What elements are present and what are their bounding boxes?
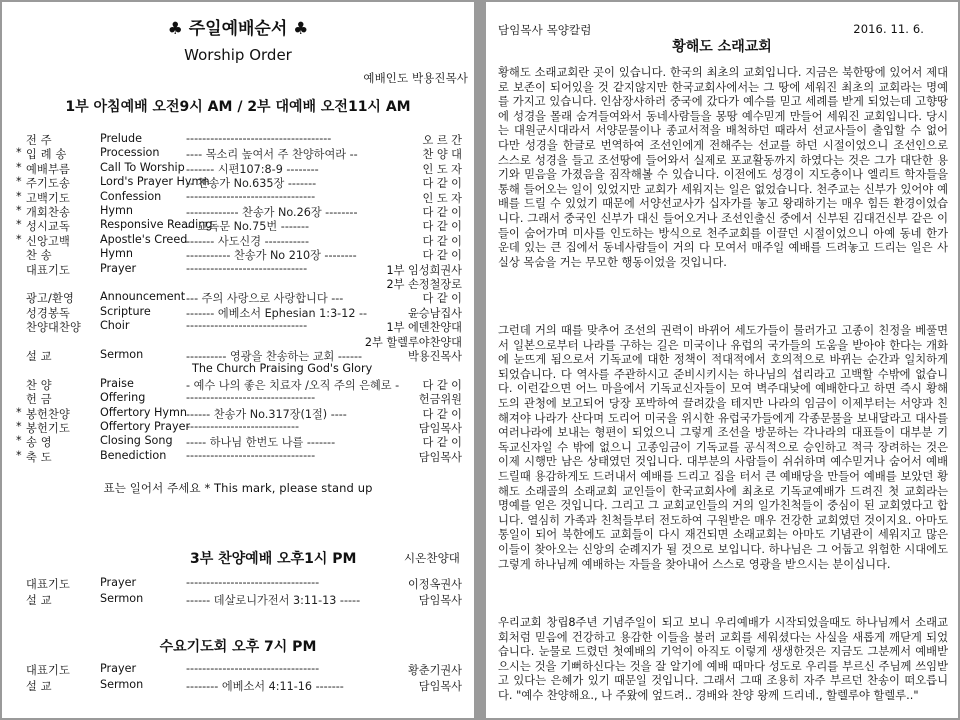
row-detail: --------------------------------- [186, 662, 320, 675]
order-row [16, 305, 462, 319]
row-detail: ------ 찬송가 No.317장(1절) ---- [186, 407, 347, 421]
row-leader: 다 같 이 [422, 220, 462, 234]
worship-leader: 예배인도 박용진목사 [363, 71, 468, 85]
row-detail: The Church Praising God's Glory [192, 362, 373, 376]
order-row [16, 377, 462, 391]
stand-marker: * [16, 175, 22, 189]
row-leader: 인 도 자 [422, 191, 462, 205]
row-leader: 담임목사 [418, 680, 462, 693]
afternoon-service-heading: 3부 찬양예배 오후1시 PM [190, 551, 357, 567]
order-row [16, 592, 462, 606]
row-detail: ---------------------------- [186, 420, 300, 433]
row-role-korean: 찬 양 [26, 378, 52, 392]
stand-marker: * [16, 448, 22, 462]
row-leader: 다 같 이 [422, 407, 462, 421]
row-role-korean: 대표기도 [26, 263, 71, 277]
row-role-english: Call To Worship [100, 160, 185, 174]
row-role-korean: 설 교 [26, 680, 52, 693]
page-title: ♣ 주일예배순서 ♣ [167, 19, 309, 39]
order-row [16, 406, 462, 420]
row-leader: 2부 할렐루야찬양대 [364, 335, 462, 349]
row-role-english: Announcement [100, 290, 186, 304]
row-detail: - 예수 나의 좋은 치료자 /오직 주의 은혜로 - [186, 378, 400, 392]
row-role-english: Prayer [100, 662, 137, 675]
row-leader: 다 같 이 [422, 436, 462, 450]
order-row [16, 334, 462, 348]
row-role-english: Prayer [100, 576, 137, 589]
row-detail: ----- 하나님 한번도 나를 ------- [186, 436, 336, 450]
row-role-english: Hymn [100, 204, 134, 217]
order-row [16, 204, 462, 218]
order-row [16, 576, 462, 590]
column-paragraph-3: 우리교회 창립8주년 기념주일이 되고 보니 우리예배가 시작되었을때도 하나님께서 소래교회처럼 믿음에 건강하고 용감한 이들을 불러 교회를 세워셨다는 사실을 새롭게 깨닫게 되었습니다. 눈물로 드렸던 첫예배의 기억이 아직도 이렇게 생생한것은 지금도 그분께서 예배받으시는 것을 기뻐하신다는 것을 잘 알기에 예배 때마다 성도로 우리를 부르신 주님께 쓰임받고 있다는 은혜가 있기 때문일 것입니다. 그래서 그때 조용히 자주 부르던 찬송이 떠오릅니다. "예수 찬양해요., 나 주왔에 엎드려.. 경배와 찬양 왕께 드리네., 할렐루야 할렐루.." [498, 616, 948, 702]
order-row [16, 391, 462, 405]
row-role-korean: 광고/환영 [26, 292, 74, 306]
row-role-korean: 설 교 [26, 350, 52, 363]
row-leader: 다 같 이 [422, 177, 462, 191]
row-detail: ---- 목소리 높여서 주 찬양하여라 -- [186, 148, 358, 162]
order-row [16, 233, 462, 247]
row-detail: -- 교독문 No.75번 ------- [186, 220, 310, 234]
row-leader: 다 같 이 [422, 206, 462, 219]
row-role-korean: 주기도송 [26, 177, 71, 191]
row-detail: --- 주의 사랑으로 사랑합니다 --- [186, 292, 344, 306]
stand-marker: * [16, 146, 22, 160]
row-role-korean: 성시교독 [26, 220, 71, 234]
column-title: 황해도 소래교회 [672, 39, 772, 55]
column-paragraph-1: 황해도 소래교회란 곳이 있습니다. 한국의 최초의 교회입니다. 지금은 북한땅에 있어서 제대로 보존이 되어있을 것 같지않지만 한국교회사에서는 그 땅에 세워진 최초의 교회라는 명예를 가지고 있습니다. 인삼장사하러 중국에 갔다가 예수를 믿고 세례를 받게 되었는데 고향땅에 성경을 몰래 숨겨들여와서 동네사람들을 몽땅 예수믿게 만들어 세워진 교회입니다. 당시는 대원군시대라서 서양문물이나 종교서적을 배척하던 때라서 선교사들이 출입할 수 없어 다만 성경을 한글로 번역하여 조선인에게 전해주는 선교를 하던 시절이었으니 조선인으로 스스로 성경을 들고 조선땅에 들어와서 실제로 포교활동까지 하였다는 것은 그가 대단한 용기와 믿음을 가졌음을 짐작해볼 수 있습니다. 이전에도 성경이 지도층이나 엘리트 학자들을 통해 들어오는 일이 있었지만 교회가 세워지는 일은 없었습니다. 천주교는 신부가 있어야 예배를 드릴 수 있었기 때문에 서양선교사가 십자가를 놓고 왕래하기는 매우 힘든 환경이었습니다. 그래서 중국인 신부가 대신 들어오거나 조선인출신 중에서 신부된 김대건신부 같은 이들이 숨어가며 미사를 인도하는 방식으로 천주교회를 이끌던 시절이었으니 아예 동네 한가운데 있는 큰 집에서 동네사람들이 거의 다 모여서 매주일 예배를 드려놓고 드리는 일은 사실상 목숨을 거는 무모한 행동이었을 것입니다. [498, 66, 948, 269]
row-role-korean: 성경봉독 [26, 306, 71, 320]
order-row [16, 218, 462, 232]
row-role-english: Praise [100, 376, 134, 390]
row-role-english: Sermon [100, 592, 144, 605]
row-detail: ------------------------------ [186, 261, 308, 275]
row-role-english: Lord's Prayer Hymn [100, 175, 210, 189]
row-detail: -------- 에베소서 4:11-16 ------- [186, 680, 344, 693]
order-row [16, 319, 462, 333]
column-paragraph-2: 그런데 거의 때를 맞추어 조선의 권력이 바뀌어 세도가들이 물러가고 고종이 친정을 베풀면서 일본으로부터 나라를 구하는 길은 미국이나 유럽의 국가들의 도움을 받아야 한다는 개화에 눈뜨게 됨으로서 기독교에 대한 정책이 적대적에서 호의적으로 바뀌는 순간과 일치하게 되었습니다. 다 역사를 주관하시고 준비시키시는 하나님의 섭리라고 고백할 수밖에 없습니다. 이런같으면 어느 마을에서 기독교신자들이 모여 벽주대낮에 예배한다고 하면 즉시 황해도의 관청에 보고되어 당장 포박하여 끌려갔을 테지만 나라의 임금이 이제부터는 서양과 친해져야 나라가 산다며 도리어 미국을 위시한 유럽국가들에게 각종문물을 보내달라고 대사를 여러나라에 보내는 형편이 되었으니 그렇게 조선을 방문하는 각나라의 대표들이 대부분 기독교신자일 수 밖에 없으니 고종임금이 기독교를 공식적으로 승인하고 적극 장려하는 것은 이제 시행만 남은 상태였던 것입니다. 대부분의 사람들이 쉬쉬하며 예수믿거나 숨어서 예배드릴때 용감하게도 드러내서 예배를 드리고 집을 터서 큰 예배당을 만들어 예배를 보았던 황해도 소래골의 소래교회 교인들이 한국교회사에 최초로 기독교예배가 드려진 첫 교회라는 명예를 얻은 것입니다. 그리고 그 교회교인들의 거의 일가친척들이 중심이 된 교회였다고 합니다. 열심히 가족과 친척들부터 전도하여 구원받은 매우 건강한 교회였던 것이지요. 아마도 통일이 되어 북한에도 교회들이 다시 재건되면 소래교회는 아마도 기념관이 세워지고 많은 이들이 찾아오는 신앙의 순례지가 될 것으로 보입니다. 하나님은 그 어둡고 위험한 시대에도 그렇게 하나님께 예배하는 자들을 찾아내어 스스로 영광을 받으시는 분이십니다. [498, 324, 948, 571]
row-role-english: Offertory Prayer [100, 420, 191, 433]
service-heading: 1부 아침예배 오전9시 AM / 2부 대예배 오전11시 AM [65, 99, 411, 115]
afternoon-choir: 시온찬양대 [403, 551, 460, 565]
row-role-english: Apostle's Creed [100, 232, 188, 246]
row-detail: ------------------------------------ [186, 132, 332, 145]
row-role-korean: 대표기도 [26, 578, 71, 591]
order-row [16, 247, 462, 261]
order-row [16, 290, 462, 304]
row-detail: ---------- 영광을 찬송하는 교회 ------ [186, 350, 363, 363]
order-row [16, 276, 462, 290]
row-detail: ----------- 찬송가 No 210장 -------- [186, 249, 357, 263]
row-detail: ------- 시편107:8-9 -------- [186, 162, 319, 176]
row-role-korean: 입 례 송 [26, 148, 67, 162]
row-role-english: Prayer [100, 261, 137, 275]
row-detail: ------ 데살로니가전서 3:11-13 ----- [186, 594, 361, 607]
row-role-english: Confession [100, 189, 162, 203]
order-row [16, 175, 462, 189]
column-label: 담임목사 목양칼럼 [498, 23, 592, 37]
order-row [16, 190, 462, 204]
row-role-korean: 찬양대찬양 [26, 321, 82, 335]
row-role-korean: 신앙고백 [26, 234, 71, 248]
order-row [16, 449, 462, 463]
row-leader: 담임목사 [418, 594, 462, 607]
stand-marker: * [16, 420, 22, 433]
row-role-korean: 고백기도 [26, 191, 71, 205]
row-leader: 1부 임성희권사 [386, 263, 462, 277]
row-role-korean: 봉헌기도 [26, 422, 71, 435]
row-role-korean: 개회찬송 [26, 206, 71, 219]
row-detail: --------------------------------- [186, 576, 320, 589]
row-role-korean: 대표기도 [26, 664, 71, 677]
row-role-english: Benediction [100, 448, 167, 462]
row-role-english: Responsive Reading [100, 218, 213, 232]
order-row [16, 161, 462, 175]
stand-marker: * [16, 218, 22, 232]
order-row [16, 146, 462, 160]
row-role-korean: 헌 금 [26, 393, 52, 407]
row-leader: 이정옥권사 [407, 578, 462, 591]
row-role-korean: 찬 송 [26, 249, 52, 263]
row-leader: 찬 양 대 [422, 148, 462, 162]
row-leader: 담임목사 [418, 422, 462, 435]
column-date: 2016. 11. 6. [853, 22, 924, 36]
order-row [16, 678, 462, 692]
row-role-english: Closing Song [100, 434, 173, 448]
order-row [16, 132, 462, 146]
row-detail: ------- 에베소서 Ephesian 1:3-12 -- [186, 306, 368, 320]
row-leader: 1부 에덴찬양대 [386, 321, 462, 335]
row-role-korean: 축 도 [26, 450, 52, 464]
row-detail: ------------- 찬송가 No.26장 -------- [186, 206, 358, 219]
row-detail: -------------------------------- [186, 391, 316, 405]
row-leader: 다 같 이 [422, 249, 462, 263]
row-leader: 윤승남집사 [407, 306, 462, 320]
order-row [16, 262, 462, 276]
row-leader: 인 도 자 [422, 162, 462, 176]
row-leader: 황춘기권사 [407, 664, 462, 677]
stand-marker: * [16, 434, 22, 448]
row-role-korean: 전 주 [26, 134, 52, 147]
row-role-korean: 예배부름 [26, 162, 71, 176]
order-row [16, 434, 462, 448]
row-leader: 담임목사 [418, 450, 462, 464]
row-role-english: Sermon [100, 678, 144, 691]
row-role-english: Sermon [100, 348, 144, 361]
row-role-english: Offering [100, 391, 146, 405]
order-row [16, 362, 462, 376]
row-leader: 다 같 이 [422, 292, 462, 306]
worship-order-page [2, 2, 474, 718]
row-detail: -- 찬송가 No.635장 ------- [186, 177, 317, 191]
row-role-korean: 송 영 [26, 436, 52, 450]
row-role-english: Scripture [100, 304, 151, 318]
wednesday-heading: 수요기도회 오후 7시 PM [159, 639, 317, 655]
stand-note: 표는 일어서 주세요 * This mark, please stand up [103, 481, 373, 495]
stand-marker: * [16, 405, 22, 419]
row-leader: 오 르 간 [422, 134, 462, 147]
row-leader: 2부 손정철장로 [386, 278, 462, 291]
row-leader: 헌금위원 [418, 393, 462, 407]
order-row [16, 348, 462, 362]
stand-marker: * [16, 232, 22, 246]
row-role-korean: 설 교 [26, 594, 52, 607]
row-detail: -------------------------------- [186, 448, 316, 462]
row-role-korean: 봉헌찬양 [26, 407, 71, 421]
row-leader: 다 같 이 [422, 378, 462, 392]
row-detail: ------- 사도신경 ----------- [186, 234, 310, 248]
stand-marker: * [16, 204, 22, 217]
row-role-english: Hymn [100, 247, 134, 261]
order-row [16, 662, 462, 676]
stand-marker: * [16, 160, 22, 174]
row-detail: -------------------------------- [186, 189, 316, 203]
row-role-english: Procession [100, 146, 160, 160]
row-role-english: Choir [100, 319, 130, 333]
pastor-column-page [486, 2, 958, 718]
row-detail: ------------------------------ [186, 319, 308, 333]
row-leader: 박용진목사 [407, 350, 462, 363]
row-role-english: Prelude [100, 132, 142, 145]
row-role-english: Offertory Hymn [100, 405, 188, 419]
stand-marker: * [16, 189, 22, 203]
row-leader: 다 같 이 [422, 234, 462, 248]
page-subtitle: Worship Order [184, 46, 292, 64]
order-row [16, 420, 462, 434]
